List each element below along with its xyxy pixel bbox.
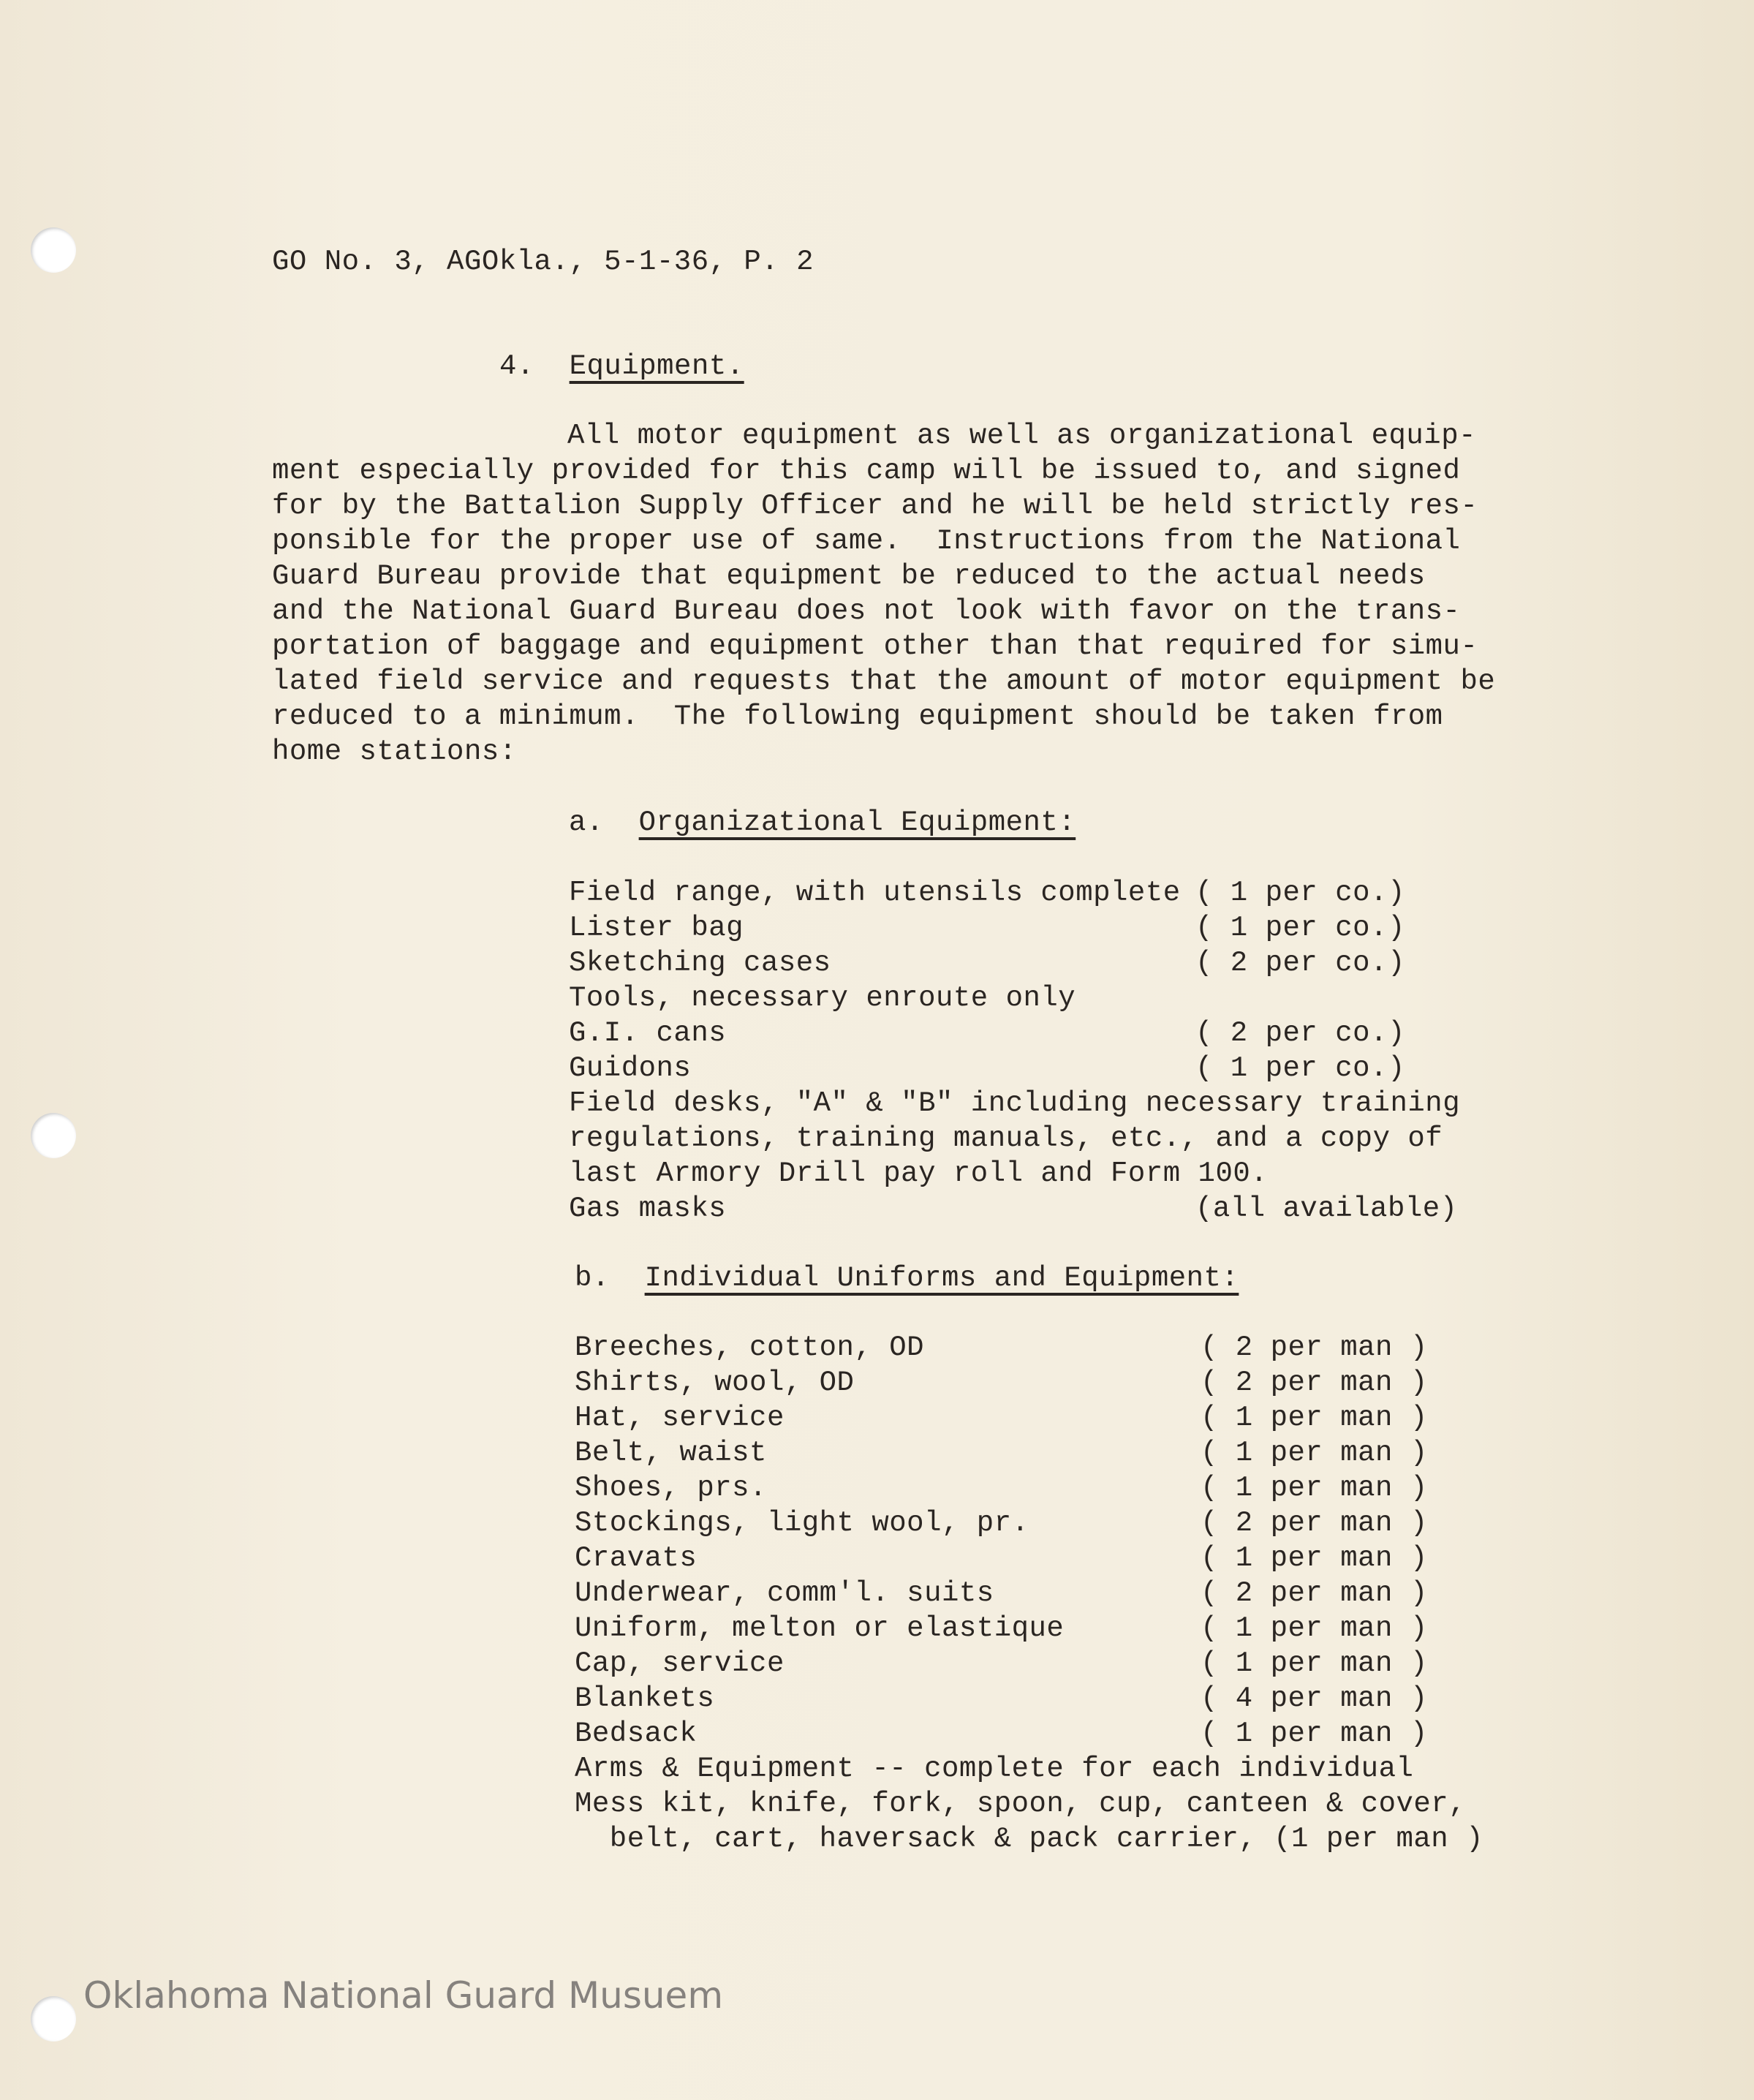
paragraph-line: home stations:: [272, 736, 517, 768]
paragraph-line: portation of baggage and equipment other than that required for simu-: [272, 630, 1478, 662]
item-quantity: ( 1 per man ): [1201, 1718, 1428, 1750]
list-item: [569, 1086, 1483, 1121]
paragraph-line: and the National Guard Bureau does not look with favor on the trans-: [272, 595, 1461, 627]
list-item: [569, 1156, 1483, 1191]
item-name: Uniform, melton or elastique: [575, 1612, 1065, 1644]
list-item: [575, 1506, 1489, 1541]
list-item: [575, 1611, 1489, 1646]
item-name: Arms & Equipment -- complete for each individual: [575, 1753, 1414, 1785]
list-item: [575, 1681, 1489, 1716]
list-item: [575, 1470, 1489, 1506]
list-item: [575, 1646, 1489, 1681]
list-item: [575, 1435, 1489, 1470]
list-item: [569, 1191, 1483, 1226]
list-item: [575, 1716, 1489, 1751]
punch-hole: [31, 227, 76, 273]
subsection-b-heading: [575, 1261, 1239, 1296]
item-quantity: ( 2 per co.): [1195, 947, 1405, 979]
paragraph-line: ment especially provided for this camp will be issued to, and signed: [272, 455, 1461, 487]
list-item: [575, 1365, 1489, 1400]
item-name: Cravats: [575, 1542, 698, 1574]
subsection-title: Individual Uniforms and Equipment:: [644, 1262, 1239, 1294]
item-quantity: ( 2 per man ): [1201, 1367, 1428, 1399]
list-item: [569, 1051, 1483, 1086]
subsection-a-heading: [569, 805, 1076, 840]
paragraph-line: ponsible for the proper use of same. Instructions from the National: [272, 525, 1461, 557]
item-name: Shirts, wool, OD: [575, 1367, 855, 1399]
section-heading: [499, 349, 744, 384]
item-name: Cap, service: [575, 1647, 785, 1680]
punch-hole: [31, 1996, 76, 2042]
paragraph-line: lated field service and requests that the amount of motor equipment be: [272, 665, 1496, 698]
paragraph-line: reduced to a minimum. The following equipment should be taken from: [272, 700, 1443, 733]
item-quantity: ( 1 per man ): [1201, 1542, 1428, 1574]
punch-hole: [31, 1113, 76, 1158]
item-quantity: ( 2 per man ): [1201, 1577, 1428, 1609]
list-item: [569, 875, 1483, 910]
list-item: [575, 1786, 1489, 1821]
subsection-title: Organizational Equipment:: [638, 807, 1076, 839]
item-name: Blankets: [575, 1682, 715, 1715]
item-quantity: ( 1 per man ): [1201, 1437, 1428, 1469]
item-name: Field desks, "A" & "B" including necessary training: [569, 1087, 1461, 1119]
item-name: Guidons: [569, 1052, 692, 1084]
item-quantity: ( 1 per man ): [1201, 1612, 1428, 1644]
section-title: Equipment.: [569, 350, 744, 382]
item-name: Hat, service: [575, 1402, 785, 1434]
item-name: last Armory Drill pay roll and Form 100.: [569, 1157, 1269, 1190]
paragraph-line: All motor equipment as well as organizational equip-: [567, 420, 1476, 452]
list-item: [575, 1821, 1489, 1857]
paragraph-line: for by the Battalion Supply Officer and he will be held strictly res-: [272, 490, 1478, 522]
museum-watermark: Oklahoma National Guard Musuem: [83, 1974, 724, 2017]
item-name: Lister bag: [569, 912, 744, 944]
item-name: belt, cart, haversack & pack carrier, (1 per man ): [575, 1823, 1483, 1855]
subsection-letter: a.: [569, 807, 604, 839]
organizational-equipment-list: [569, 875, 1483, 1226]
item-quantity: ( 1 per co.): [1195, 912, 1405, 944]
item-quantity: ( 1 per co.): [1195, 877, 1405, 909]
item-name: Gas masks: [569, 1193, 727, 1225]
item-name: Stockings, light wool, pr.: [575, 1507, 1029, 1539]
item-name: Tools, necessary enroute only: [569, 982, 1076, 1014]
item-quantity: ( 1 per man ): [1201, 1472, 1428, 1504]
list-item: [575, 1576, 1489, 1611]
individual-equipment-list: [575, 1330, 1489, 1857]
item-name: Breeches, cotton, OD: [575, 1332, 925, 1364]
item-quantity: ( 2 per man ): [1201, 1332, 1428, 1364]
item-quantity: ( 1 per co.): [1195, 1052, 1405, 1084]
item-quantity: ( 1 per man ): [1201, 1647, 1428, 1680]
item-quantity: ( 1 per man ): [1201, 1402, 1428, 1434]
list-item: [575, 1400, 1489, 1435]
item-name: Mess kit, knife, fork, spoon, cup, canteen & cover,: [575, 1788, 1467, 1820]
item-quantity: (all available): [1195, 1193, 1458, 1225]
list-item: [575, 1330, 1489, 1365]
body-paragraph: [272, 418, 1495, 769]
paragraph-line: Guard Bureau provide that equipment be reduced to the actual needs: [272, 560, 1426, 592]
list-item: [569, 1121, 1483, 1156]
item-name: Bedsack: [575, 1718, 698, 1750]
document-header: GO No. 3, AGOkla., 5-1-36, P. 2: [272, 246, 814, 278]
list-item: [569, 945, 1483, 981]
list-item: [569, 981, 1483, 1016]
item-name: G.I. cans: [569, 1017, 727, 1049]
list-item: [575, 1541, 1489, 1576]
list-item: [569, 910, 1483, 945]
item-name: Sketching cases: [569, 947, 831, 979]
item-quantity: ( 4 per man ): [1201, 1682, 1428, 1715]
item-name: Underwear, comm'l. suits: [575, 1577, 994, 1609]
section-number: 4.: [499, 350, 534, 382]
item-quantity: ( 2 per co.): [1195, 1017, 1405, 1049]
item-quantity: ( 2 per man ): [1201, 1507, 1428, 1539]
list-item: [575, 1751, 1489, 1786]
item-name: Shoes, prs.: [575, 1472, 767, 1504]
item-name: Belt, waist: [575, 1437, 767, 1469]
item-name: Field range, with utensils complete: [569, 877, 1181, 909]
list-item: [569, 1016, 1483, 1051]
item-name: regulations, training manuals, etc., and a copy of: [569, 1122, 1443, 1155]
subsection-letter: b.: [575, 1262, 610, 1294]
